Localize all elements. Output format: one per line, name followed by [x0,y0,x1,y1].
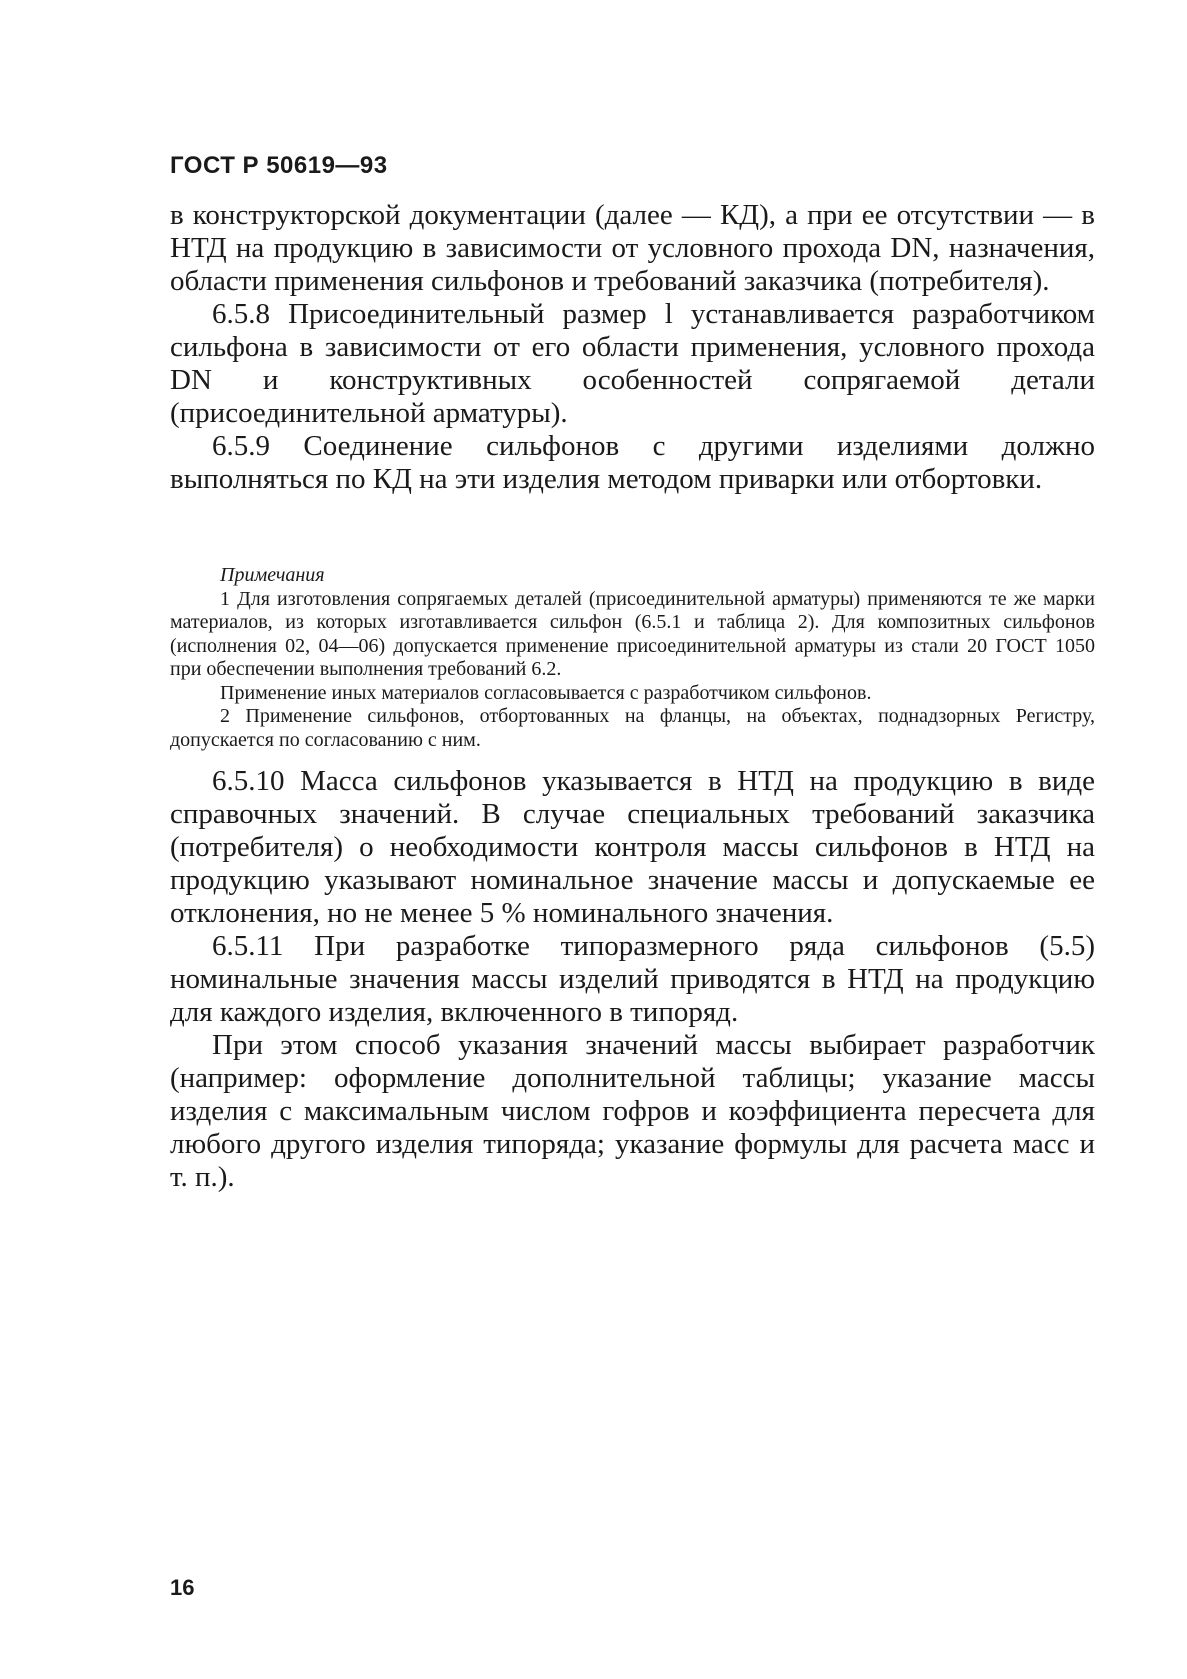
note-1-continuation: Применение иных материалов согласовывается с разработчиком сильфонов. [220,681,872,704]
paragraph-mass-method: При этом способ указания значений массы выбирает разработчик (например: оформление дополнительной таблицы; указание массы изделия с максимальным числом гофров и коэффициента пересчета для любого другого изделия типоряда; указание формулы для расчета масс и т. п.). [170,1029,1095,1193]
body-section-2 [170,765,1095,1194]
notes-section [170,564,1095,752]
page-number: 16 [170,1575,195,1600]
notes-title: Примечания [220,564,325,586]
body-section-1 [170,199,1095,496]
note-2: 2 Применение сильфонов, отбортованных на фланцы, на объектах, поднадзорных Регистру, допускается по согласованию с ним. [170,705,1095,751]
paragraph-6-5-11: 6.5.11 При разработке типоразмерного ряда сильфонов (5.5) номинальные значения массы изделий приводятся в НТД на продукцию для каждого изделия, включенного в типоряд. [170,930,1095,1028]
document-header: ГОСТ Р 50619—93 [170,152,388,179]
paragraph-6-5-8: 6.5.8 Присоединительный размер l устанавливается разработчиком сильфона в зависимости от его области применения, условного прохода DN и конструктивных особенностей сопрягаемой детали (присоединительной арматуры). [170,298,1095,429]
paragraph-6-5-10: 6.5.10 Масса сильфонов указывается в НТД на продукцию в виде справочных значений. В случае специальных требований заказчика (потребителя) о необходимости контроля массы сильфонов в НТД на продукцию указывают номинальное значение массы и допускаемые ее отклонения, но не менее 5 % номинального значения. [170,765,1095,929]
note-1: 1 Для изготовления сопрягаемых деталей (присоединительной арматуры) применяются те же марки материалов, из которых изготавливается сильфон (6.5.1 и таблица 2). Для композитных сильфонов (исполнения 02, 04—06) допускается применение присоединительной арматуры из стали 20 ГОСТ 1050 при обеспечении выполнения требований 6.2. [170,587,1095,680]
paragraph-continuation: в конструкторской документации (далее — КД), а при ее отсутствии — в НТД на продукцию в зависимости от условного прохода DN, назначения, области применения сильфонов и требований заказчика (потребителя). [170,199,1095,297]
paragraph-6-5-9: 6.5.9 Соединение сильфонов с другими изделиями должно выполняться по КД на эти изделия методом приварки или отбортовки. [170,430,1095,495]
